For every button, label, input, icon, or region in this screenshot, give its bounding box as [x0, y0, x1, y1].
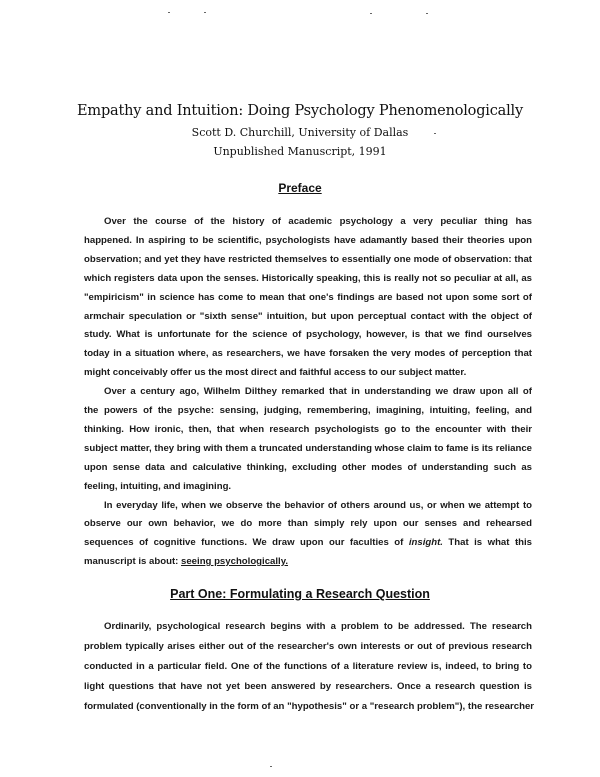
preface-p1-line: observation; and yet they have restricted themselves to essentially one mode of observation: that: [84, 254, 532, 265]
insight-emphasis: insight.: [408, 537, 443, 548]
part-one-p1-line: Ordinarily, psychological research begins with a problem to be addressed. The research: [104, 621, 532, 632]
preface-p2-line: upon sense data and calculative thinking, excluding other modes of understanding such as: [84, 462, 532, 473]
preface-p3-line: In everyday life, when we observe the behavior of others around us, or when we attempt to: [104, 500, 532, 511]
preface-p3-line: [84, 556, 532, 568]
preface-p1-line: today in a situation where, as researchers, we have forsaken the very modes of perception that: [84, 348, 532, 359]
part-one-p1-line: problem typically arises either out of the researcher's own interests or out of previous research: [84, 641, 532, 652]
preface-p3-line: observe our own behavior, we do more than simply rely upon our senses and rehearsed: [84, 518, 532, 529]
preface-p1-line: happened. In aspiring to be scientific, psychologists have adamantly based their theories upon: [84, 235, 532, 246]
author-line: Scott D. Churchill, University of Dallas: [191, 126, 409, 139]
preface-p2-line: thinking. How ironic, then, that when research psychologists go to the encounter with their: [84, 424, 532, 435]
document-title: Empathy and Intuition: Doing Psychology Phenomenologically: [77, 103, 523, 119]
part-one-heading: Part One: Formulating a Research Question: [170, 587, 430, 601]
scan-speck: [426, 13, 428, 14]
part-one-p1-line: conducted in a particular field. One of the functions of a literature review is, indeed, to bring to: [84, 661, 532, 672]
seeing-psychologically-link: seeing psychologically.: [181, 556, 289, 567]
preface-p1-line: Over the course of the history of academic psychology a very peculiar thing has: [104, 216, 532, 227]
preface-p1-line: might conceivably offer us the most direct and faithful access to our subject matter.: [84, 367, 467, 378]
preface-p1-line: study. What is unfortunate for the science of psychology, however, is that we find ourselves: [84, 329, 532, 340]
preface-p1-line: armchair speculation or "sixth sense" intuition, but upon perceptual contact with the object of: [84, 311, 532, 322]
preface-p3-text: sequences of cognitive functions. We draw upon our faculties of: [84, 537, 409, 548]
preface-p3-text: manuscript is about:: [84, 556, 182, 567]
scan-speck: [270, 766, 272, 767]
preface-p3-text: That is what this: [442, 537, 532, 548]
scan-speck: [168, 12, 170, 13]
part-one-p1-line: formulated (conventionally in the form of an "hypothesis" or a "research problem"), the researcher: [84, 701, 535, 712]
preface-p2-line: the powers of the psyche: sensing, judging, remembering, imagining, intuiting, feeling, and: [84, 405, 532, 416]
preface-p3-line: [84, 537, 532, 549]
preface-p1-line: "empiricism" in science has come to mean that one's findings are based not upon some sort of: [84, 292, 532, 303]
preface-p2-line: feeling, intuiting, and imagining.: [84, 481, 232, 492]
part-one-p1-line: light questions that have not yet been answered by researchers. Once a research question is: [84, 681, 532, 692]
publication-line: Unpublished Manuscript, 1991: [213, 145, 387, 158]
preface-p1-line: which registers data upon the senses. Historically speaking, this is really not so peculiar at all, as: [84, 273, 532, 284]
preface-p2-line: subject matter, they bring with them a truncated understanding whose claim to fame is its reliance: [84, 443, 532, 454]
preface-p2-line: Over a century ago, Wilhelm Dilthey remarked that in understanding we draw upon all of: [104, 386, 532, 397]
preface-heading: Preface: [278, 181, 322, 195]
scan-speck: [370, 13, 372, 14]
scan-speck: [204, 12, 206, 13]
